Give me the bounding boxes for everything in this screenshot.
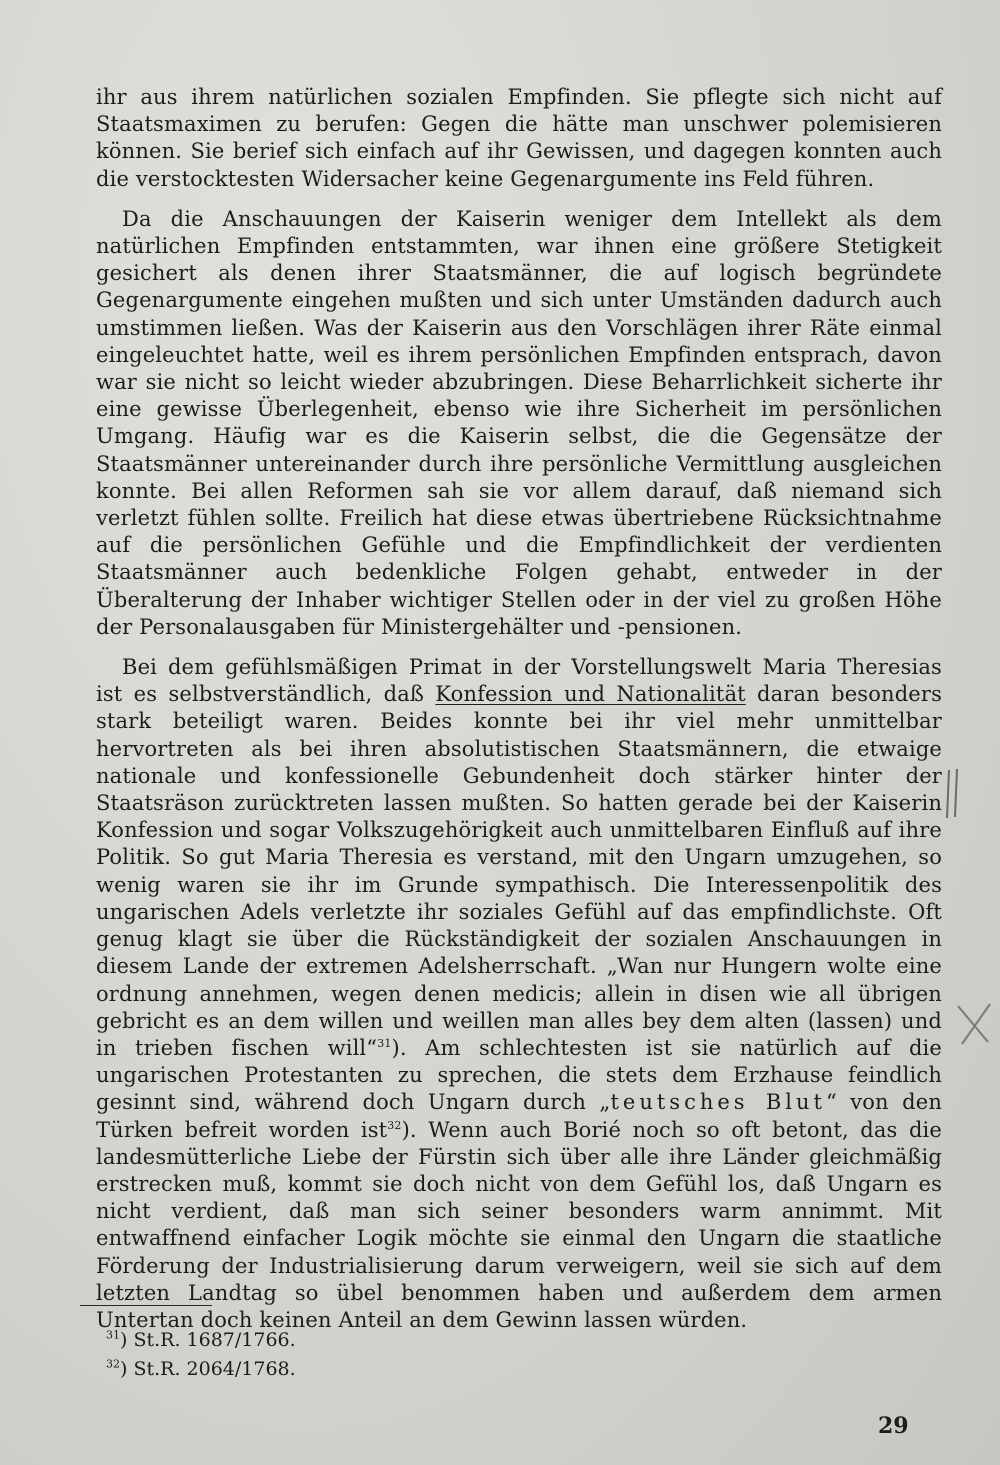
paragraph-2: Da die Anschauungen der Kaiserin weniger dem Intellekt als dem natürlichen Empfinden entstammten, war ihnen eine größere Stetigkeit gesichert als denen ihrer Staatsmänner, die auf logisch begründete Gegenargumente eingehen mußten und sich unter Umständen dadurch auch umstimmen ließen. Was der Kaiserin aus den Vorschlägen ihrer Räte einmal eingeleuchtet hatte, weil es ihrem persönlichen Empfinden entsprach, davon war sie nicht so leicht wieder abzubringen. Diese Beharrlichkeit sicherte ihr eine gewisse Überlegenheit, ebenso wie ihre Sicherheit im persönlichen Umgang. Häufig war es die Kaiserin selbst, die die Gegensätze der Staatsmänner untereinander durch ihre persönliche Vermittlung ausgleichen konnte. Bei allen Reformen sah sie vor allem darauf, daß niemand sich verletzt fühlen sollte. Freilich hat diese etwas übertriebene Rücksichtnahme auf die persönlichen Gefühle und die Empfindlichkeit der verdienten Staatsmänner auch bedenkliche Folgen gehabt, entweder in der Überalterung der Inhaber wichtiger Stellen oder in der viel zu großen Höhe der Personalausgaben für Ministergehälter und -pensionen.: [96, 206, 942, 639]
paragraph-3-text-e: ). Wenn auch Borié noch so oft betont, das die landesmütterliche Liebe der Fürstin sich über alle ihre Länder gleichmäßig erstrecken muß, kommt sie doch nicht von dem Gefühl los, daß Ungarn es nicht verdient, daß man sich seiner besonders warm annimmt. Mit entwaffnend einfacher Logik möchte sie einmal den Ungarn die staatliche Förderung der Industrialisierung darum verweigern, weil sie sich auf dem letzten Landtag so übel benommen haben und außerdem dem armen Untertan doch keinen Anteil an dem Gewinn lassen würden.: [96, 1117, 942, 1332]
footnote-text: ) St.R. 2064/1768.: [120, 1358, 296, 1380]
page-body: [96, 84, 942, 1334]
paragraph-3-text-c: ). Am schlechtesten ist sie natürlich auf die ungarischen Protestanten zu sprechen, die stets dem Erzhause feindlich gesinnt sind, während doch Ungarn durch „: [96, 1035, 942, 1115]
paragraph-3: [96, 654, 942, 1334]
footnote-ref-31: 31: [377, 1036, 392, 1050]
underlined-phrase: Konfession und Nationalität: [435, 682, 746, 707]
paragraph-3-text-d: “ von den Türken befreit worden ist: [96, 1090, 942, 1142]
paragraph-1: ihr aus ihrem natürlichen sozialen Empfinden. Sie pflegte sich nicht auf Staatsmaximen zu berufen: Gegen die hätte man unschwer polemisieren können. Sie berief sich einfach auf ihr Gewissen, und dagegen konnten auch die verstocktesten Widersacher keine Gegenargumente ins Feld führen.: [96, 85, 942, 191]
paragraph-3-text-b: daran besonders stark beteiligt waren. Beides konnte bei ihr viel mehr unmittelbar hervortreten als bei ihren absolutistischen Staatsmännern, die etwaige nationale und konfessionelle Gebundenheit doch stärker hinter der Staatsräson zurücktreten lassen mußten. So hatten gerade bei der Kaiserin Konfession und sogar Volkszugehörigkeit auch unmittelbaren Einfluß auf ihre Politik. So gut Maria Theresia es verstand, mit den Ungarn umzugehen, so wenig waren sie ihr im Grunde sympathisch. Die Interessenpolitik des ungarischen Adels verletzte ihr soziales Gefühl auf das empfindlichste. Oft genug klagt sie über die Rückständigkeit der sozialen Anschauungen in diesem Lande der extremen Adelsherrschaft. „Wan nur Hungern wolte eine ordnung annehmen, wegen denen medicis; allein in disen wie all übrigen gebricht es an dem willen und weillen man alles bey dem alten (lassen) und in trieben fischen will“: [96, 682, 942, 1060]
footnote-ref-32: 32: [387, 1118, 402, 1132]
footnote-number: 31: [106, 1328, 120, 1342]
margin-pencil-bars: [944, 768, 964, 820]
footnote-32: [106, 1355, 296, 1384]
footnotes: [106, 1326, 296, 1384]
page-number: 29: [878, 1413, 909, 1439]
footnote-rule: [80, 1305, 212, 1306]
paragraph-3-text-a: Bei dem gefühlsmäßigen Primat in der Vorstellungswelt Maria Theresias ist es selbstverständlich, daß: [96, 655, 942, 707]
footnote-31: [106, 1326, 296, 1355]
footnote-number: 32: [106, 1357, 120, 1371]
margin-pencil-x-mark: [954, 1000, 994, 1048]
spaced-phrase: teutsches Blut: [610, 1090, 826, 1115]
footnote-text: ) St.R. 1687/1766.: [120, 1329, 296, 1351]
